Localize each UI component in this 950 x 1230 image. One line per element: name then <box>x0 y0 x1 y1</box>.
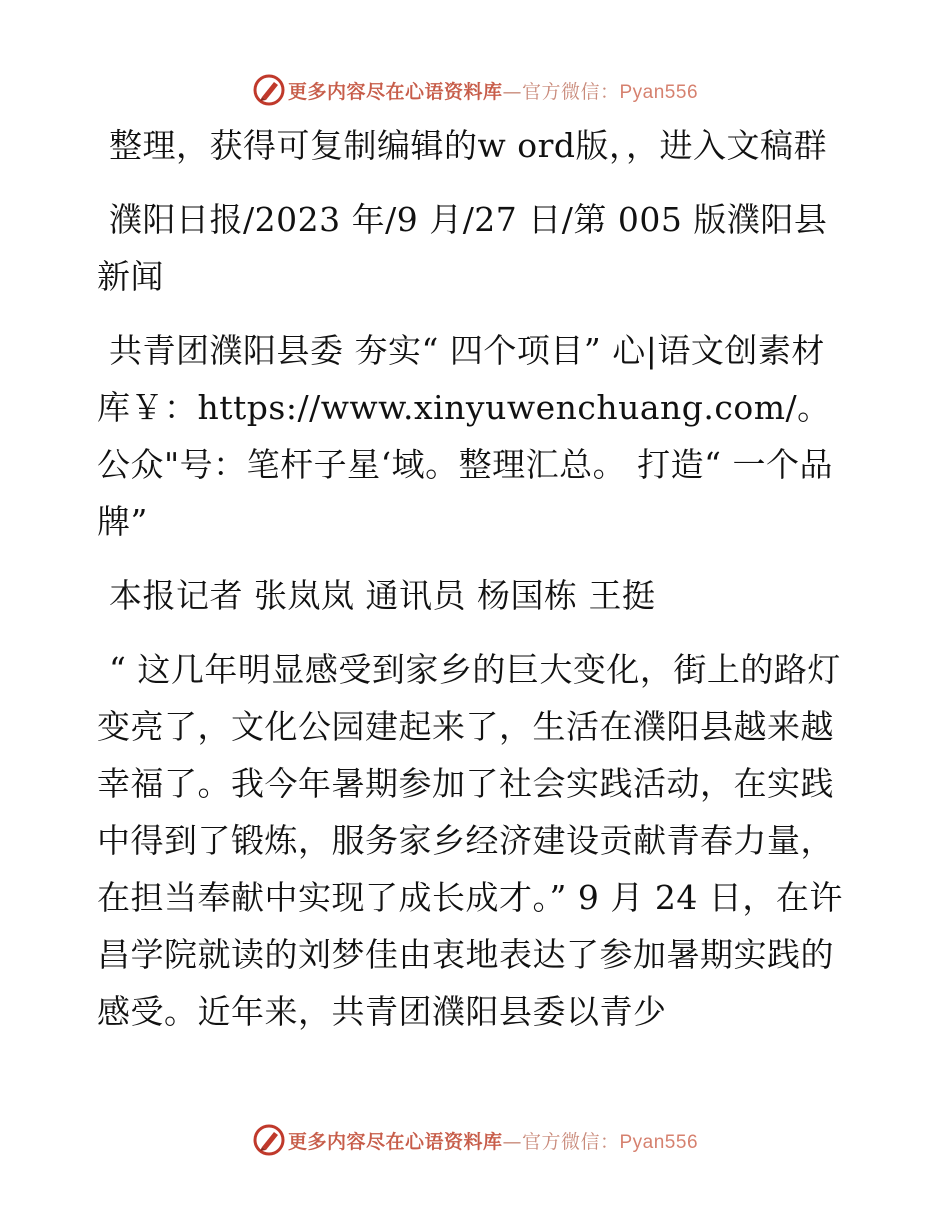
intro-note-paragraph: 整理，获得可复制编辑的w ord版，，进入文稿群 <box>109 126 828 165</box>
header-banner <box>0 70 950 110</box>
headline-paragraph: 共青团濮阳县委 夯实“ 四个项目” 心|语文创素材库￥：https://www.xinyuwenchuang.com/。公众"号：笔杆子星‘域。整理汇总。 打造“ 一个品牌” <box>97 331 834 541</box>
banner-main-text: 更多内容尽在心语资料库 <box>287 80 503 103</box>
banner-wechat-label: 官方微信： <box>521 1130 620 1153</box>
footer-banner <box>0 1120 950 1160</box>
banner-separator: — <box>502 80 522 103</box>
source-line-paragraph: 濮阳日报/2023 年/9 月/27 日/第 005 版濮阳县新闻 <box>97 200 828 296</box>
document-body <box>97 117 849 1057</box>
pen-nib-logo-icon <box>252 73 286 107</box>
banner-wechat-label: 官方微信： <box>521 80 620 103</box>
pen-nib-logo-icon <box>252 1123 286 1157</box>
body-paragraph: “ 这几年明显感受到家乡的巨大变化，街上的路灯变亮了，文化公园建起来了，生活在濮阳县越来越幸福了。我今年暑期参加了社会实践活动，在实践中得到了锻炼，服务家乡经济建设贡献青春力量，在担当奉献中实现了成长成才。” 9 月 24 日，在许昌学院就读的刘梦佳由衷地表达了参加暑期实践的感受。近年来，共青团濮阳县委以青少 <box>97 650 843 1031</box>
banner-separator: — <box>502 1130 522 1153</box>
banner-wechat-id: Pyan556 <box>619 1131 699 1153</box>
banner-wechat-id: Pyan556 <box>619 81 699 103</box>
byline-paragraph: 本报记者 张岚岚 通讯员 杨国栋 王挺 <box>109 576 656 615</box>
banner-main-text: 更多内容尽在心语资料库 <box>287 1130 503 1153</box>
